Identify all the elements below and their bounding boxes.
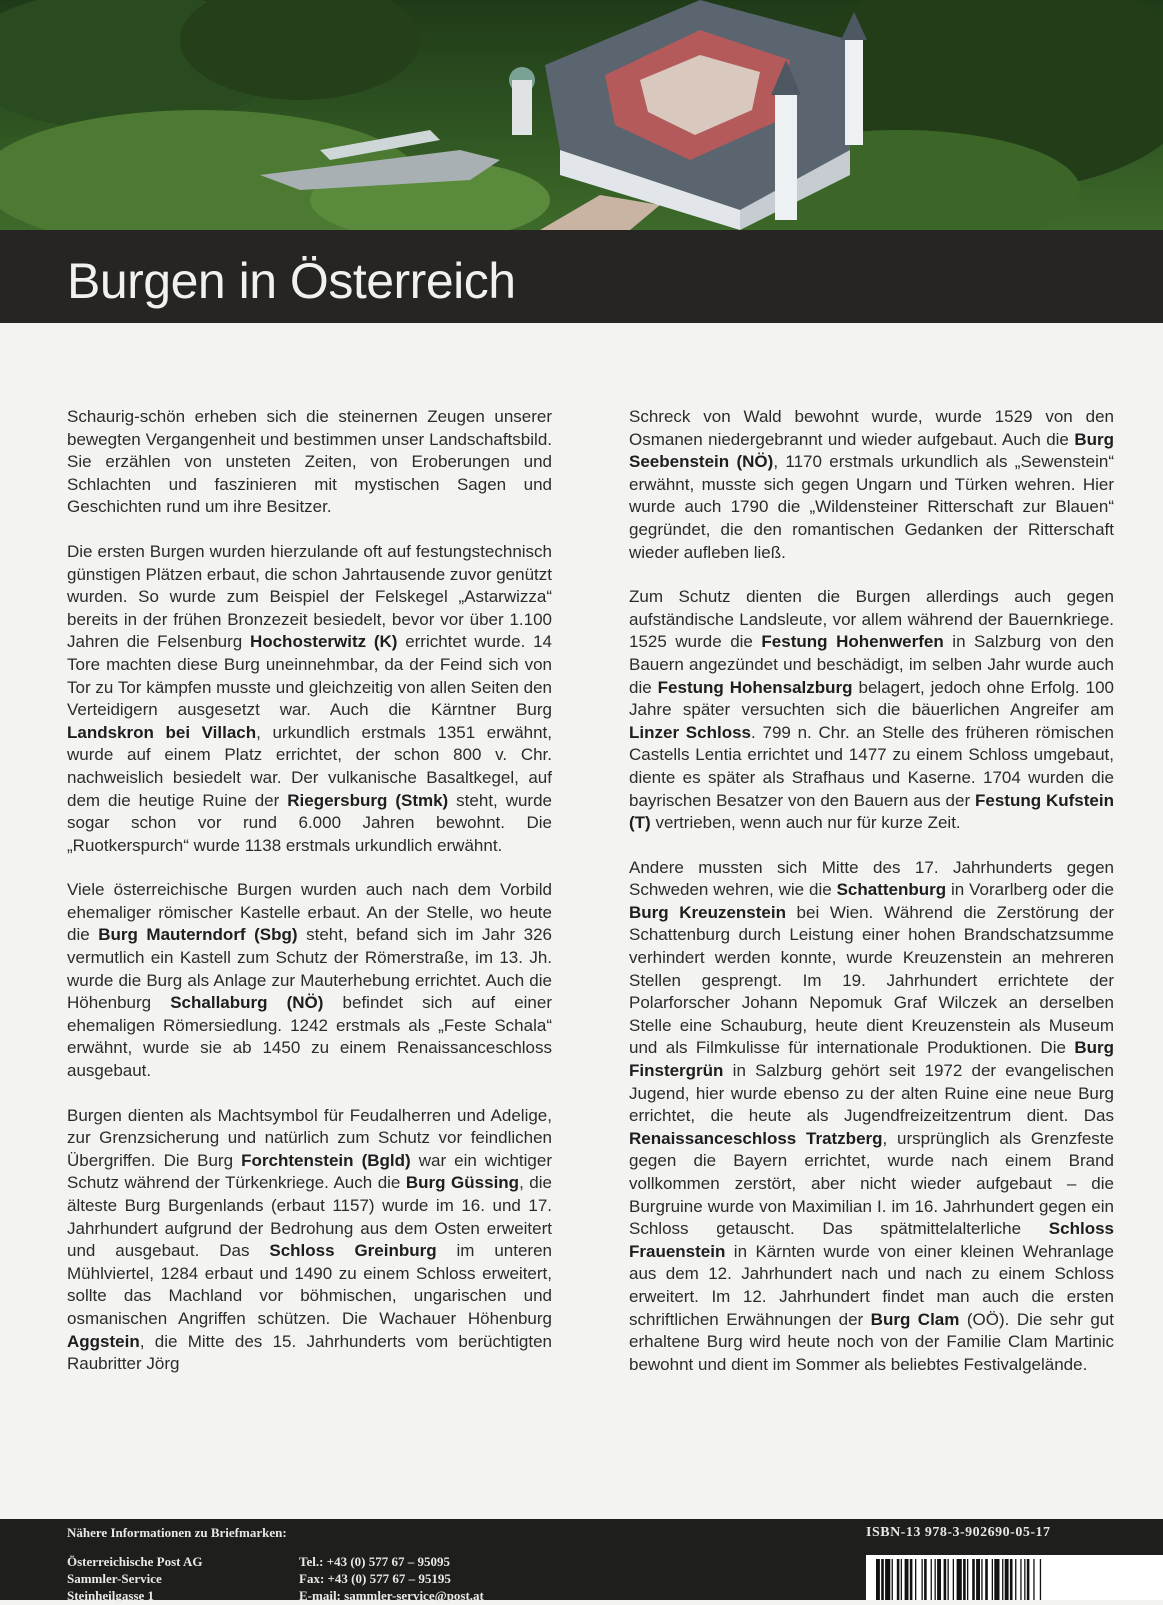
text-run: , ursprünglich als Grenzfeste gegen die Bayern errichtet, wurde nach einem Brand vollkommen zerstört, aber nicht wieder aufgebaut – die Burgruine wurde von Maximilian I. im 16. Jahrhundert gegen ein Schloss getauscht. Das spätmittelalterliche <box>629 1128 1114 1239</box>
castle-name: Schattenburg <box>836 880 947 900</box>
text-run: , 1170 erstmals urkundlich als „Sewenstein“ erwähnt, musste sich gegen Ungarn und Türken wehren. Hier wurde auch 1790 die „Wildensteiner Ritterschaft zur Blauen“ gegründet, die den romantischen Gedanken der Ritterschaft wieder aufleben ließ. <box>629 452 1114 562</box>
barcode-bar <box>905 1559 909 1600</box>
barcode-bar <box>981 1559 982 1600</box>
text-run: Viele österreichische Burgen wurden auch nach dem Vorbild ehemaliger römischer Kastelle erbaut. An der Stelle, wo heute die <box>67 880 552 945</box>
barcode-bar <box>972 1559 975 1600</box>
address-line: Steinheilgasse 1 <box>67 1588 155 1603</box>
text-run: im unteren Mühlviertel, 1284 erbaut und 1490 zu einem Schloss erweitert, sollte das Machland vor böhmischen, ungarischen und osmanischen Angriffen schützen. Die Wachauer Höhenburg <box>67 1241 552 1328</box>
barcode-bar <box>1020 1559 1021 1600</box>
barcode-bar <box>1002 1559 1003 1600</box>
barcode-bar <box>1027 1559 1030 1600</box>
paragraph <box>67 406 552 519</box>
right-text-column <box>629 406 1114 1398</box>
castle-name: Burg Clam <box>870 1309 960 1329</box>
text-run: war ein wichtiger Schutz während der Türkenkriege. Auch die <box>67 1150 553 1193</box>
castle-name: Burg Finstergrün <box>629 1038 1114 1081</box>
text-run: in Salzburg von den Bauern angezündet und beschädigt, im selben Jahr wurde auch die <box>629 632 1114 697</box>
text-run: Schreck von Wald bewohnt wurde, wurde 1529 von den Osmanen niedergebrannt und wieder aufgebaut. Auch die <box>629 407 1114 449</box>
email-line: E-mail: sammler-service@post.at <box>299 1588 484 1603</box>
text-run: (OÖ). Die sehr gut erhaltene Burg wird heute noch von der Familie Clam Martinic bewohnt und dient im Sommer als beliebtes Festivalgelände. <box>629 1309 1114 1374</box>
barcode-bar <box>957 1559 962 1600</box>
phone-line: Tel.: +43 (0) 577 67 – 95095 <box>299 1554 451 1569</box>
barcode-bar <box>935 1559 936 1600</box>
castle-name: Forchtenstein (Bgld) <box>241 1150 411 1170</box>
castle-name: Linzer Schloss <box>629 722 752 742</box>
text-run: steht, wurde sogar schon vor rund 6.000 Jahren bewohnt. Die „Ruotkerspurch“ wurde 1138 erstmals urkundlich erwähnt. <box>67 790 553 855</box>
barcode-graphic <box>866 1555 1163 1600</box>
barcode-bar <box>963 1559 966 1600</box>
paragraph <box>67 541 552 857</box>
barcode-bar <box>910 1559 913 1600</box>
castle-name: Renaissanceschloss Tratzberg <box>629 1128 883 1148</box>
barcode-bar <box>967 1559 968 1600</box>
text-run: befindet sich auf einer ehemaligen Römersiedlung. 1242 erstmals als „Feste Schala“ erwähnt, wurde sie ab 1450 zu einem Renaissanceschloss ausgebaut. <box>67 993 552 1081</box>
barcode-bar <box>1010 1559 1013 1600</box>
paragraph <box>67 879 552 1082</box>
barcode-bar <box>944 1559 947 1600</box>
barcode-bar <box>994 1559 999 1600</box>
barcode-bar <box>924 1559 927 1600</box>
text-run: in Salzburg gehört seit 1972 der evangelischen Jugend, hier wurde ebenso zu der alten Ruine eine neue Burg errichtet, die heute als Jugendfreizeitzentrum dient. Das <box>629 1061 1114 1126</box>
barcode-bar <box>901 1559 902 1600</box>
paragraph <box>629 857 1114 1377</box>
text-run: Zum Schutz dienten die Burgen allerdings auch gegen aufständische Landsleute, vor allem während der Bauernkriege. 1525 wurde die <box>629 587 1114 652</box>
castle-name: Burg Mauterndorf (Sbg) <box>98 925 298 945</box>
paragraph <box>629 406 1114 564</box>
castle-name: Festung Hohenwerfen <box>761 632 944 652</box>
barcode-bar <box>992 1559 993 1600</box>
text-run: steht, befand sich im Jahr 326 vermutlich ein Kastell zum Schutz der Römerstraße, im 13. Jh. wurde die Burg als Anlage zur Mauterhebung errichtet. Auch die Höhenburg <box>67 925 552 1013</box>
address-line: Österreichische Post AG <box>67 1554 203 1569</box>
text-run: Burgen dienten als Machtsymbol für Feudalherren und Adelige, zur Grenzsicherung und natürlich zum Schutz vor feindlichen Übergriffen. Die Burg <box>67 1105 552 1170</box>
castle-name: Burg Güssing <box>405 1173 520 1193</box>
castle-name: Festung Kufstein (T) <box>629 790 1114 833</box>
castle-photo-graphic <box>0 0 1163 230</box>
text-run: belagert, jedoch ohne Erfolg. 100 Jahre später versuchten sich die bäuerlichen Angreifer am <box>629 677 1114 720</box>
barcode-bar <box>976 1559 980 1600</box>
text-run: Schaurig-schön erheben sich die steinernen Zeugen unserer bewegten Vergangenheit und bestimmen unser Landschaftsbild. Sie erzählen von unsteten Zeiten, von Eroberungen und Schlachten und faszinieren mit mystischen Sagen und Geschichten rund um ihre Besitzer. <box>67 407 552 517</box>
text-run: Die ersten Burgen wurden hierzulande oft auf festungstechnisch günstigen Plätzen erbaut, die schon Jahrtausende zuvor genützt wurden. So wurde zum Beispiel der Felskegel „Astarwizza“ bereits in der frühen Bronzezeit besiedelt, bevor vor über 1.100 Jahren die Felsenburg <box>67 541 552 652</box>
paragraph <box>67 1105 552 1376</box>
castle-name: Hochosterwitz (K) <box>249 632 398 652</box>
castle-name: Schallaburg (NÖ) <box>170 993 324 1013</box>
text-run: , urkundlich erstmals 1351 erwähnt, wurde auf einem Platz errichtet, der schon 800 v. Chr. nachweislich besiedelt war. Der vulkanische Basaltkegel, auf dem die heutige Ruine der <box>67 722 553 810</box>
barcode-bar <box>1024 1559 1025 1600</box>
castle-aerial-photo <box>0 0 1163 230</box>
barcode-bar <box>985 1559 988 1600</box>
castle-name: Aggstein <box>67 1331 140 1351</box>
castle-name: Festung Hohensalzburg <box>657 677 853 697</box>
barcode-bar <box>1015 1559 1016 1600</box>
barcode-bar <box>953 1559 954 1600</box>
text-run: bei Wien. Während die Zerstörung der Schattenburg durch Leistung einer hohen Brandschatzsumme verhindert werden konnte, wurde Kreuzenstein an mehreren Stellen gesprengt. Im 19. Jahrhundert errichtete der Polarforscher Johann Nepomuk Graf Wilczek an derselben Stelle eine Schauburg, heute dient Kreuzenstein als Museum und als Filmkulisse für internationale Produktionen. Die <box>629 902 1114 1058</box>
text-run: in Vorarlberg oder die <box>946 880 1114 900</box>
text-run: . 799 n. Chr. an Stelle des früheren römischen Castells Lentia errichtet und 1477 zu einem Schloss umgebaut, diente es später als Strafhaus und Kaserne. 1704 wurden die bayrischen Besatzer von den Bauern aus der <box>629 722 1115 810</box>
text-run: vertrieben, wenn auch nur für kurze Zeit. <box>650 813 961 833</box>
barcode-bar <box>931 1559 932 1600</box>
isbn-label: ISBN-13 978-3-902690-05-17 <box>866 1525 1051 1540</box>
fax-line: Fax: +43 (0) 577 67 – 95195 <box>299 1571 451 1586</box>
castle-name: Schloss Frauenstein <box>629 1219 1114 1261</box>
left-text-column <box>67 406 552 1398</box>
castle-name: Burg Seebenstein (NÖ) <box>629 429 1114 472</box>
barcode <box>866 1555 1163 1600</box>
text-run: in Kärnten wurde von einer kleinen Wehranlage aus dem 12. Jahrhundert nach und nach zu einem Schloss erweitert. Im 12. Jahrhundert findet man auch die ersten schriftlichen Erwähnungen der <box>629 1241 1114 1329</box>
barcode-bar <box>1033 1559 1034 1600</box>
barcode-bar <box>885 1559 890 1600</box>
barcode-bar <box>922 1559 923 1600</box>
castle-name: Schloss Greinburg <box>269 1241 437 1261</box>
text-run: Andere mussten sich Mitte des 17. Jahrhunderts gegen Schweden wehren, wie die <box>629 857 1114 900</box>
page-title: Burgen in Österreich <box>67 253 516 309</box>
footer-contact <box>299 1553 484 1604</box>
castle-name: Landskron bei Villach <box>67 722 257 742</box>
address-line: Sammler-Service <box>67 1571 162 1586</box>
barcode-bar <box>897 1559 900 1600</box>
castle-name: Burg Kreuzenstein <box>629 902 786 922</box>
footer-address <box>67 1553 203 1604</box>
barcode-bar <box>1005 1559 1009 1600</box>
barcode-bar <box>881 1559 884 1600</box>
footer-heading: Nähere Informationen zu Briefmarken: <box>67 1525 287 1540</box>
barcode-bar <box>948 1559 949 1600</box>
text-run: , die Mitte des 15. Jahrhunderts vom berüchtigten Raubritter Jörg <box>67 1331 552 1374</box>
text-run: errichtet wurde. 14 Tore machten diese Burg uneinnehmbar, da der Feind sich von Tor zu Tor kämpfen musste und gleichzeitig von allen Seiten den Verteidigern ausgesetzt war. Auch die Kärntner Burg <box>67 632 553 720</box>
barcode-bar <box>876 1559 880 1600</box>
barcode-bar <box>937 1559 941 1600</box>
paragraph <box>629 586 1114 835</box>
barcode-bar <box>915 1559 916 1600</box>
text-run: , die älteste Burg Burgenlands (erbaut 1157) wurde im 16. und 17. Jahrhundert aufgrund der Bedrohung aus dem Osten erweitert und ausgebaut. Das <box>67 1173 552 1261</box>
barcode-bar <box>892 1559 893 1600</box>
barcode-bar <box>1040 1559 1041 1600</box>
castle-name: Riegersburg (Stmk) <box>287 790 449 810</box>
